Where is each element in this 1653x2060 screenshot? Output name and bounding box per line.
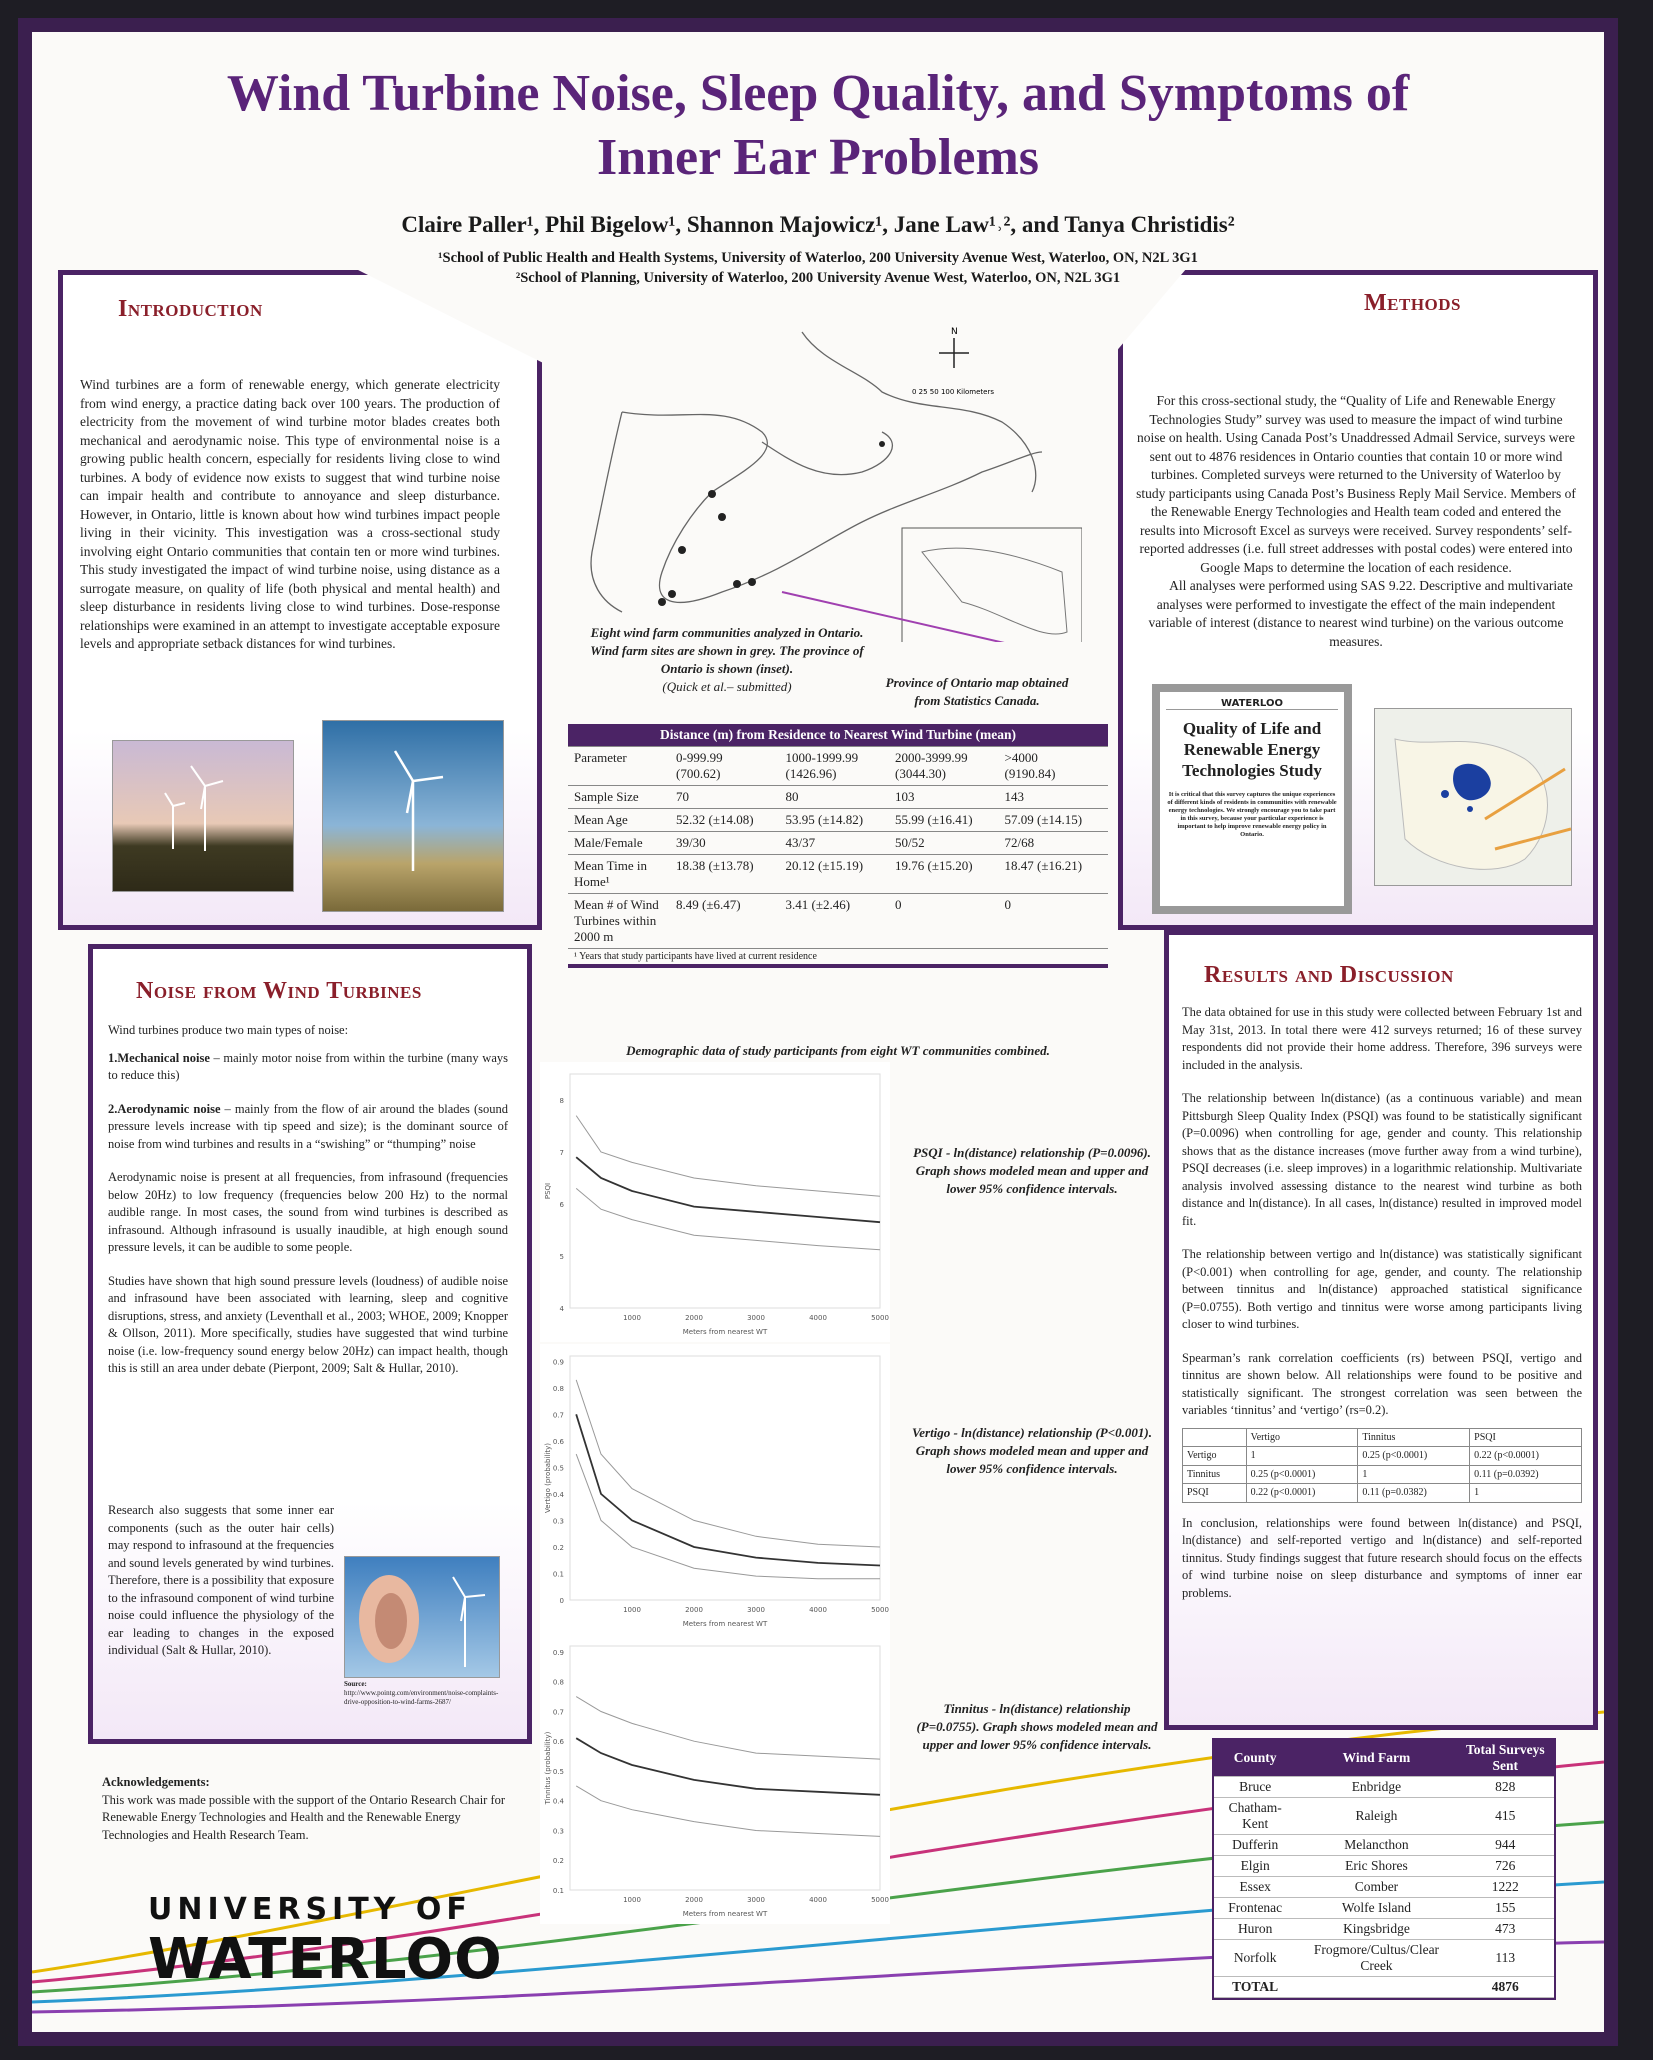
county-table-cell: Essex: [1214, 1877, 1296, 1898]
university-logo: [148, 1892, 503, 1992]
methods-paragraph-1: For this cross-sectional study, the “Quality of Life and Renewable Energy Technologies Study” survey was used to measure the impact of wind turbine noise on health. Using Canada Post’s Unaddressed Admail Service, surveys were sent out to 4876 residences in Ontario counties that contain 10 or more wind turbines. Completed surveys were returned to the University of Waterloo by study participants using Canada Post’s Business Reply Mail Service. Members of the Renewable Energy Technologies and Health team coded and entered the results into Microsoft Excel as surveys were received. Survey respondents’ self-reported addresses (i.e. full street addresses with postal codes) were entered into Google Maps to determine the location of each residence.: [1136, 393, 1576, 575]
distance-table-cell: 55.99 (±16.41): [889, 809, 999, 832]
chart-y-tick: 0.6: [552, 1738, 564, 1747]
distance-table-label: Sample Size: [568, 786, 670, 809]
chart-y-tick: 0.3: [552, 1827, 564, 1836]
chart-y-tick: 0: [559, 1597, 564, 1605]
distance-table-footnote: ¹ Years that study participants have lived at current residence: [574, 951, 817, 962]
results-paragraph-1: The data obtained for use in this study were collected between February 1st and May 31st, 2013. In total there were 412 surveys returned; 16 of these survey respondents did not provide their home address. Therefore, 396 surveys were included in the analysis.: [1182, 1005, 1582, 1072]
chart-x-label: Meters from nearest WT: [682, 1620, 768, 1628]
tinnitus-chart: [540, 1634, 890, 1924]
methods-paragraph-2: All analyses were performed using SAS 9.22. Descriptive and multivariate analyses were performed to investigate the effect of the main independent variable of interest (distance to nearest wind turbine) on the various outcome measures.: [1148, 578, 1573, 649]
county-table-header: Total Surveys Sent: [1457, 1740, 1554, 1777]
distance-table-cell: 53.95 (±14.82): [780, 809, 890, 832]
title-line-2: Inner Ear Problems: [596, 129, 1040, 186]
acknowledgements: [102, 1774, 522, 1844]
distance-table-cell: 143: [999, 786, 1109, 809]
map-site-7: [658, 598, 666, 606]
correlation-cell: Vertigo: [1183, 1447, 1247, 1466]
distance-table-row: [568, 855, 1108, 894]
county-table-row: [1214, 1856, 1554, 1877]
county-table-header: County: [1214, 1740, 1296, 1777]
correlation-table: [1182, 1428, 1582, 1503]
chart-x-tick: 4000: [809, 1606, 827, 1614]
distance-table-cell: 43/37: [780, 832, 890, 855]
results-heading: Results and Discussion: [1204, 962, 1454, 988]
distance-table-row: [568, 786, 1108, 809]
tinnitus-chart-caption: Tinnitus - ln(distance) relationship (P=0.0755). Graph shows modeled mean and upper and lower 95% confidence intervals.: [916, 1701, 1158, 1752]
results-text: [1182, 1004, 1582, 1602]
county-table-cell: 415: [1457, 1798, 1554, 1835]
results-paragraph-3: The relationship between vertigo and ln(distance) was statistically significant (P<0.001) when controlling for age, gender, and county. The relationship between tinnitus and ln(distance) approached statistical significance (P=0.0755). Both vertigo and tinnitus were worse among participants living closer to wind turbines.: [1182, 1247, 1582, 1331]
county-table-cell: Comber: [1296, 1877, 1456, 1898]
county-table-cell: Frogmore/Cultus/Clear Creek: [1296, 1940, 1456, 1977]
county-table-row: [1214, 1898, 1554, 1919]
distance-table-cell: 18.38 (±13.78): [670, 855, 780, 894]
county-table-header: Wind Farm: [1296, 1740, 1456, 1777]
map-site-1: [708, 490, 716, 498]
psqi-chart-caption: PSQI - ln(distance) relationship (P=0.0096). Graph shows modeled mean and upper and lower 95% confidence intervals.: [913, 1145, 1151, 1196]
correlation-cell: Tinnitus: [1183, 1465, 1247, 1484]
wind-turbine-photo-2: [322, 720, 504, 912]
county-table-cell: 4876: [1457, 1977, 1554, 1998]
county-table-cell: Frontenac: [1214, 1898, 1296, 1919]
distance-table-cell: >4000 (9190.84): [999, 747, 1109, 786]
county-table-row: [1214, 1777, 1554, 1798]
distance-table-label: Mean # of Wind Turbines within 2000 m: [568, 894, 670, 949]
intro-heading: Introduction: [118, 296, 263, 322]
county-table-cell: 473: [1457, 1919, 1554, 1940]
county-table-row: [1214, 1798, 1554, 1835]
chart-y-tick: 0.7: [552, 1708, 564, 1717]
distance-table-cell: 0: [999, 894, 1109, 949]
chart-x-tick: 1000: [623, 1314, 641, 1322]
correlation-cell: 0.25 (p<0.0001): [1358, 1447, 1470, 1466]
survey-text: It is critical that this survey captures the unique experiences of different kinds of residents in communities with renewable energy technologies. We strongly encourage you to take part in this survey, because your particular experience is important to help improve renewable energy policy in Ontario.: [1167, 791, 1337, 838]
noise-item-2-text: – mainly from the flow of air around the blades (sound pressure levels increase with tip speed and size); is the dominant source of noise from wind turbines and results in a “swishing” or “thumping” noise: [108, 1101, 508, 1151]
chart-y-tick: 0.4: [552, 1797, 564, 1806]
county-table-cell: 155: [1457, 1898, 1554, 1919]
county-table-cell: 113: [1457, 1940, 1554, 1977]
chart-x-tick: 2000: [685, 1896, 703, 1904]
ack-text: This work was made possible with the support of the Ontario Research Chair for Renewable Energy Technologies and Health and the Renewable Energy Technologies and Health Research Team.: [102, 1792, 506, 1842]
map-site-3: [678, 546, 686, 554]
intro-text: Wind turbines are a form of renewable energy, which generate electricity from wind energy, a practice dating back over 100 years. The production of electricity from the movement of wind turbine motor blades creates both mechanical and aerodynamic noise. This type of environmental noise is a growing public health concern, especially for residents living close to wind turbines. A body of evidence now exists to suggest that wind turbine noise can impair health and contribute to annoyance and sleep disturbance. However, in Ontario, little is known about how wind turbines impact people living in their vicinity. This investigation was a cross-sectional study involving eight Ontario communities that contain ten or more wind turbines. This study investigated the impact of wind turbine noise, using distance as a surrogate measure, on quality of life (both physical and mental health) and sleep disturbance in residents living close to wind turbines. Dose-response relationships were examined in an attempt to investigate acceptable exposure levels and appropriate setback distances for wind turbines.: [80, 377, 500, 651]
correlation-cell: 0.11 (p=0.0382): [1358, 1484, 1470, 1503]
county-table-cell: Enbridge: [1296, 1777, 1456, 1798]
county-table-cell: Huron: [1214, 1919, 1296, 1940]
ack-heading: Acknowledgements:: [102, 1775, 210, 1789]
chart-y-tick: 0.6: [552, 1437, 564, 1446]
chart-y-tick: 0.1: [552, 1887, 564, 1895]
chart-x-tick: 3000: [747, 1896, 765, 1904]
chart-y-tick: 5: [559, 1253, 564, 1261]
chart-x-tick: 1000: [623, 1896, 641, 1904]
photo-source-url[interactable]: http://www.pointg.com/environment/noise-complaints-drive-opposition-to-wind-farms-2687/: [344, 1689, 499, 1706]
chart-y-tick: 0.7: [552, 1411, 564, 1420]
chart-y-tick: 0.8: [552, 1678, 564, 1687]
distance-table-cell: 52.32 (±14.08): [670, 809, 780, 832]
noise-item-1-title: 1.Mechanical noise: [108, 1050, 210, 1065]
map-caption-left: Eight wind farm communities analyzed in Ontario. Wind farm sites are shown in grey. The province of Ontario is shown (inset). (Quick et al.– submitted): [590, 625, 864, 694]
county-table-cell: Elgin: [1214, 1856, 1296, 1877]
correlation-row: [1183, 1447, 1582, 1466]
distance-table-cell: 39/30: [670, 832, 780, 855]
county-table-cell: Dufferin: [1214, 1835, 1296, 1856]
survey-title: Quality of Life and Renewable Energy Technologies Study: [1182, 719, 1322, 780]
distance-table-label: Mean Age: [568, 809, 670, 832]
distance-table-label: Mean Time in Home¹: [568, 855, 670, 894]
county-table-cell: Bruce: [1214, 1777, 1296, 1798]
map-site-2: [718, 513, 726, 521]
correlation-row: [1183, 1484, 1582, 1503]
county-table-cell: [1296, 1977, 1456, 1998]
county-table-row: [1214, 1877, 1554, 1898]
psqi-chart: [540, 1062, 890, 1342]
distance-table-cell: 70: [670, 786, 780, 809]
chart-y-label: PSQI: [544, 1182, 552, 1200]
distance-table-label: Male/Female: [568, 832, 670, 855]
noise-paragraph-3: Research also suggests that some inner ear components (such as the outer hair cells) may respond to infrasound at the frequencies and sound levels generated by wind turbines. Therefore, there is a possibility that exposure to the infrasound component of wind turbine noise could influence the physiology of the ear leading to changes in the exposed individual (Salt & Hullar, 2010).: [108, 1503, 334, 1657]
correlation-cell: 0.22 (p<0.0001): [1470, 1447, 1582, 1466]
chart-y-tick: 8: [559, 1097, 564, 1105]
map-site-8: [879, 441, 885, 447]
county-table-cell: Melancthon: [1296, 1835, 1456, 1856]
results-paragraph-4: Spearman’s rank correlation coefficients (rs) between PSQI, vertigo and tinnitus are shown below. All relationships were found to be positive and statistically significant. The strongest correlation was seen between the variables ‘tinnitus’ and ‘vertigo’ (rs=0.2).: [1182, 1350, 1582, 1417]
chart-y-tick: 6: [559, 1201, 564, 1209]
county-table-row: [1214, 1835, 1554, 1856]
map-site-5: [733, 580, 741, 588]
noise-paragraph-2: Studies have shown that high sound pressure levels (loudness) of audible noise and infrasound have been associated with learning, sleep and cognitive disruptions, stress, and anxiety (Leventhall et al., 2003; WHOE, 2009; Knopper & Ollson, 2011). More specifically, studies have suggested that wind turbine noise (i.e. low-frequency sound energy below 20Hz) can impact health, though this is still an area under debate (Pierpont, 2009; Salt & Hullar, 2010).: [108, 1273, 508, 1375]
chart-y-tick: 0.2: [552, 1543, 564, 1552]
county-table-cell: Eric Shores: [1296, 1856, 1456, 1877]
county-table-cell: Norfolk: [1214, 1940, 1296, 1977]
correlation-cell: 0.11 (p=0.0392): [1470, 1465, 1582, 1484]
distance-table-header: Distance (m) from Residence to Nearest Wind Turbine (mean): [568, 724, 1108, 747]
distance-table-cell: 57.09 (±14.15): [999, 809, 1109, 832]
chart-x-label: Meters from nearest WT: [682, 1328, 768, 1336]
distance-table-cell: 103: [889, 786, 999, 809]
distance-table: [568, 724, 1108, 968]
ear-wind-turbine-photo: [344, 1556, 500, 1678]
logo-line-1: UNIVERSITY OF: [148, 1892, 472, 1927]
map-scale: 0 25 50 100 Kilometers: [912, 388, 994, 396]
distance-table-cell: 8.49 (±6.47): [670, 894, 780, 949]
county-table-grid: [1214, 1740, 1554, 1998]
county-table-cell: 726: [1457, 1856, 1554, 1877]
chart-y-tick: 0.1: [552, 1570, 564, 1579]
chart-x-tick: 5000: [871, 1314, 889, 1322]
chart-x-tick: 2000: [685, 1606, 703, 1614]
distance-table-cell: 18.47 (±16.21): [999, 855, 1109, 894]
distance-table-label: Parameter: [568, 747, 670, 786]
vertigo-chart: [540, 1344, 890, 1634]
poster-title: [32, 62, 1604, 190]
affiliation-1: ¹School of Public Health and Health Systems, University of Waterloo, 200 University Avenue West, Waterloo, ON, N2L 3G1: [438, 250, 1198, 266]
county-table-cell: 944: [1457, 1835, 1554, 1856]
distance-table-grid: [568, 724, 1108, 949]
distance-table-row: [568, 894, 1108, 949]
chart-y-tick: 0.5: [552, 1464, 564, 1473]
map-caption-right: Province of Ontario map obtained from Statistics Canada.: [885, 675, 1069, 708]
chart-x-tick: 3000: [747, 1606, 765, 1614]
wind-turbine-photo-1: [112, 740, 294, 892]
correlation-cell: PSQI: [1183, 1484, 1247, 1503]
correlation-cell: Vertigo: [1246, 1428, 1358, 1447]
distance-table-cell: 19.76 (±15.20): [889, 855, 999, 894]
correlation-cell: 0.22 (p<0.0001): [1246, 1484, 1358, 1503]
survey-org: WATERLOO: [1166, 698, 1338, 710]
chart-y-label: Tinnitus (probability): [544, 1731, 552, 1805]
county-table-cell: Chatham-Kent: [1214, 1798, 1296, 1835]
county-table-row: [1214, 1977, 1554, 1998]
county-table-cell: Kingsbridge: [1296, 1919, 1456, 1940]
correlation-cell: [1183, 1428, 1247, 1447]
distance-table-row: [568, 747, 1108, 786]
noise-intro: Wind turbines produce two main types of noise:: [108, 1023, 349, 1037]
county-table: [1212, 1738, 1556, 2000]
map-site-4: [748, 578, 756, 586]
county-table-cell: Raleigh: [1296, 1798, 1456, 1835]
distance-table-cell: 0-999.99 (700.62): [670, 747, 780, 786]
methods-heading: Methods: [1364, 290, 1462, 316]
correlation-cell: 1: [1246, 1447, 1358, 1466]
chart-x-tick: 3000: [747, 1314, 765, 1322]
county-table-row: [1214, 1919, 1554, 1940]
noise-heading: Noise from Wind Turbines: [136, 978, 422, 1004]
chart-x-tick: 4000: [809, 1314, 827, 1322]
title-line-1: Wind Turbine Noise, Sleep Quality, and Symptoms of: [226, 65, 1410, 122]
distance-table-row: [568, 832, 1108, 855]
noise-item-2-title: 2.Aerodynamic noise: [108, 1101, 221, 1116]
results-paragraph-5: In conclusion, relationships were found between ln(distance) and PSQI, ln(distance) and self-reported vertigo and ln(distance) and self-reported tinnitus. Study findings suggest that future research should focus on the effects of wind turbine noise on sleep disturbance and symptoms of inner ear problems.: [1182, 1515, 1582, 1600]
noise-paragraph-1: Aerodynamic noise is present at all frequencies, from infrasound (frequencies below 20Hz) to low frequency (frequencies below 200 Hz) to the normal audible range. In most cases, the sound from wind turbines is described as infrasound. Although infrasound is usually inaudible, at high enough sound pressure levels, it can be audible to some people.: [108, 1170, 508, 1254]
chart-x-tick: 5000: [871, 1896, 889, 1904]
photo-source: Source: http://www.pointg.com/environment/noise-complaints-drive-opposition-to-wind-farms-2687/: [344, 1680, 504, 1707]
map-site-6: [668, 590, 676, 598]
chart-y-tick: 0.5: [552, 1767, 564, 1776]
correlation-cell: 1: [1470, 1484, 1582, 1503]
distance-table-cell: 72/68: [999, 832, 1109, 855]
authors: Claire Paller¹, Phil Bigelow¹, Shannon Majowicz¹, Jane Law¹˒², and Tanya Christidis²: [401, 212, 1235, 237]
correlation-cell: PSQI: [1470, 1428, 1582, 1447]
distance-table-cell: 50/52: [889, 832, 999, 855]
chart-y-tick: 7: [559, 1149, 564, 1157]
chart-y-tick: 0.2: [552, 1857, 564, 1866]
correlation-cell: 1: [1358, 1465, 1470, 1484]
chart-x-tick: 5000: [871, 1606, 889, 1614]
ontario-map: [562, 302, 1082, 642]
chart-y-label: Vertigo (probability): [544, 1443, 552, 1513]
correlation-row: [1183, 1465, 1582, 1484]
chart-y-tick: 0.8: [552, 1384, 564, 1393]
chart-frame: [570, 1646, 880, 1890]
survey-cover: [1152, 684, 1352, 914]
results-paragraph-2: The relationship between ln(distance) (as a continuous variable) and mean Pittsburgh Sleep Quality Index (PSQI) was found to be statistically significant (P=0.0096) when controlling for age, gender and county. This relationship shows that as the distance increases (move further away from a wind turbine), PSQI decreases (i.e. sleep improves) in a logarithmic relationship. Multivariate analysis involved assessing distance to the nearest wind turbine as both distance and ln(distance). In all cases, ln(distance) resulted in improved model fit.: [1182, 1091, 1582, 1228]
chart-y-tick: 0.3: [552, 1517, 564, 1526]
chart-frame: [570, 1074, 880, 1308]
chart-y-tick: 0.9: [552, 1358, 564, 1367]
chart-x-label: Meters from nearest WT: [682, 1910, 768, 1918]
vertigo-chart-caption: Vertigo - ln(distance) relationship (P<0.001). Graph shows modeled mean and upper and lower 95% confidence intervals.: [912, 1425, 1152, 1476]
correlation-cell: Tinnitus: [1358, 1428, 1470, 1447]
county-table-cell: 828: [1457, 1777, 1554, 1798]
chart-y-tick: 0.9: [552, 1648, 564, 1657]
north-label: N: [951, 327, 958, 337]
chart-x-tick: 1000: [623, 1606, 641, 1614]
correlation-cell: 0.25 (p<0.0001): [1246, 1465, 1358, 1484]
noise-text: [108, 1022, 508, 1378]
chart-y-tick: 0.4: [552, 1490, 564, 1499]
logo-line-2: WATERLOO: [148, 1927, 503, 1992]
correlation-row: [1183, 1428, 1582, 1447]
poster-sheet: [18, 18, 1618, 2046]
county-table-cell: 1222: [1457, 1877, 1554, 1898]
chart-x-tick: 2000: [685, 1314, 703, 1322]
distance-table-cell: 20.12 (±15.19): [780, 855, 890, 894]
distance-table-row: [568, 809, 1108, 832]
methods-text: [1136, 392, 1576, 651]
noise-item-1-text: – mainly motor noise from within the turbine (many ways to reduce this): [108, 1050, 508, 1082]
study-area-map: [1374, 708, 1572, 886]
county-table-row: [1214, 1940, 1554, 1977]
county-table-cell: TOTAL: [1214, 1977, 1296, 1998]
distance-table-cell: 80: [780, 786, 890, 809]
distance-table-cell: 0: [889, 894, 999, 949]
distance-table-caption: Demographic data of study participants from eight WT communities combined.: [626, 1043, 1050, 1058]
chart-x-tick: 4000: [809, 1896, 827, 1904]
affiliation-2: ²School of Planning, University of Waterloo, 200 University Avenue West, Waterloo, ON, N2L 3G1: [515, 270, 1121, 286]
county-table-cell: Wolfe Island: [1296, 1898, 1456, 1919]
distance-table-cell: 2000-3999.99 (3044.30): [889, 747, 999, 786]
distance-table-cell: 3.41 (±2.46): [780, 894, 890, 949]
distance-table-cell: 1000-1999.99 (1426.96): [780, 747, 890, 786]
chart-y-tick: 4: [559, 1305, 564, 1313]
